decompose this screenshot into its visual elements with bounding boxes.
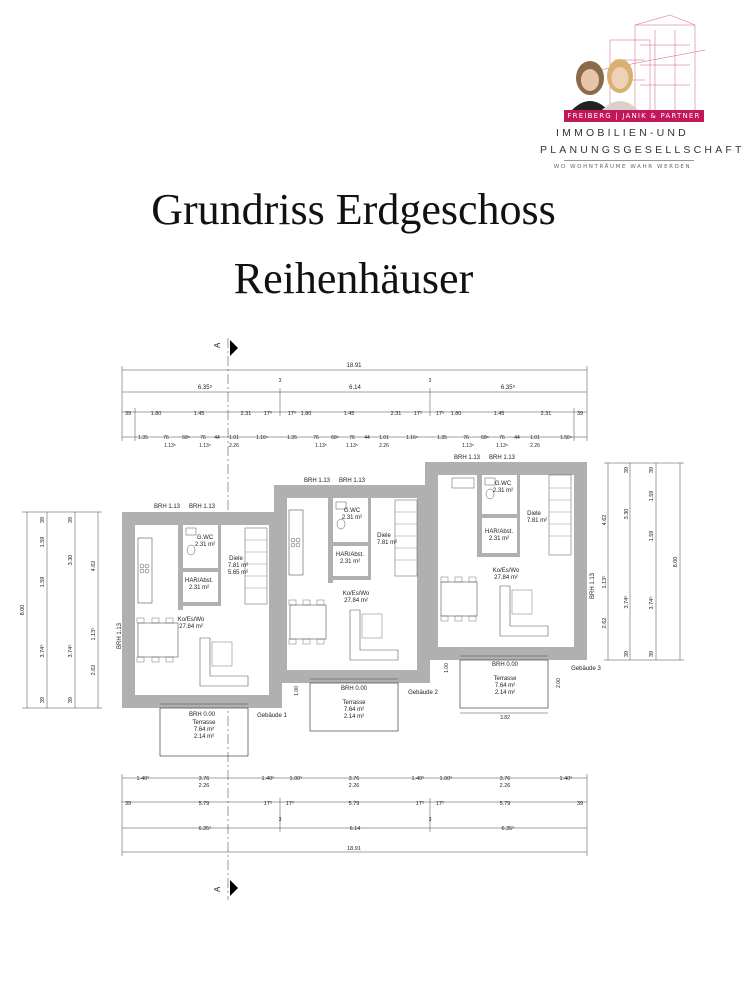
dim-top-r3b: 2.26 (379, 443, 389, 449)
dim-bottom-r1: 1.40⁵ (136, 776, 150, 782)
dim-bottom-r2: 5.79 (348, 801, 360, 807)
dim-top-r2: 17⁵ (263, 411, 273, 417)
dim-right-b: 3.30 (624, 508, 630, 520)
dim-left-b: 39 (68, 516, 74, 524)
right-dimension-lines (604, 463, 684, 660)
dim-bottom-r1b: 2.26 (198, 783, 210, 789)
dim-right-a: 39 (649, 466, 655, 474)
dim-top-r1-a: 6.35⁵ (197, 385, 213, 391)
house2-building-label: Gebäude 2 (408, 690, 438, 696)
logo-line-1: IMMOBILIEN-UND (556, 127, 689, 139)
dim-small-3a: 3 (278, 378, 282, 384)
dim-bottom-r3: 6.35⁵ (198, 826, 212, 832)
dim-bottom-r1: 1.00⁵ (439, 776, 453, 782)
dim-bottom-r1b: 2.26 (348, 783, 360, 789)
house1-diele-label: Diele (229, 556, 243, 562)
house3-living-area: 27.84 m² (494, 575, 518, 581)
house2-wc-area: 2.31 m² (341, 515, 363, 521)
house1-living-label: Ko/Es/Wo (177, 617, 205, 623)
dim-top-r3: 44 (214, 435, 220, 441)
dim-left-a: 39 (40, 516, 46, 524)
dim-top-r2: 1.80 (450, 411, 462, 417)
dim-top-r1-c: 6.35⁵ (500, 385, 516, 391)
section-label-bottom: A (213, 886, 222, 892)
house1-wc-label: G.WC (196, 535, 214, 541)
dim-top-r3: 1.56⁵ (560, 435, 572, 441)
dim-top-r3: 76 (163, 435, 169, 441)
logo-divider (564, 160, 694, 161)
house2-living-area: 27.84 m² (344, 598, 368, 604)
dim-bottom-r3: 6.14 (349, 826, 361, 832)
dim-left-b: 39 (68, 696, 74, 704)
dim-small-3b: 3 (428, 378, 432, 384)
house3-wc-label: G.WC (494, 481, 512, 487)
dim-top-r1-b: 6.14 (349, 385, 361, 391)
house2-terrace-label: Terrasse (342, 700, 366, 706)
dim-top-r3: 1.35 (287, 435, 297, 441)
house2-diele-label: Diele (377, 533, 391, 539)
dim-top-r3: 1.01 (379, 435, 389, 441)
dim-top-r3b: 1.13⁵ (462, 443, 474, 449)
dim-left-b2: 3.74⁵ (40, 644, 46, 658)
dim-left-c: 1.13⁵ (91, 627, 97, 641)
house1-diele-area-2: 5.65 m² (227, 570, 249, 576)
house2-terrace-area-2: 2.14 m² (343, 714, 365, 720)
terrace-width-dim: 3.82 (500, 715, 510, 721)
logo-partner-bar: FREIBERG | JANIK & PARTNER (564, 110, 704, 122)
dim-top-r3: 68⁵ (182, 435, 190, 441)
dim-right-a: 1.59 (649, 490, 655, 502)
house3-terrace-area-2: 2.14 m² (494, 690, 516, 696)
dim-top-r2: 1.80 (150, 411, 162, 417)
page-subtitle: Reihenhäuser (233, 254, 474, 303)
house3-brh-bottom: BRH 0.00 (491, 662, 519, 668)
dim-right-a2: 3.74⁵ (649, 596, 655, 610)
floor-plan (0, 320, 707, 920)
dim-bottom-r2: 5.79 (499, 801, 511, 807)
dim-right-a: 39 (649, 650, 655, 658)
house1-har-label: HAR/Abst. (184, 578, 214, 584)
dim-top-r3b: 1.13⁵ (496, 443, 508, 449)
dim-left-b: 3.30 (68, 554, 74, 566)
house2-har-label: HAR/Abst. (335, 552, 365, 558)
dim-top-r3: 44 (514, 435, 520, 441)
dim-top-r3: 44 (364, 435, 370, 441)
house1-terrace-area: 7.64 m² (193, 727, 215, 733)
dim-bottom-r3: 6.35⁵ (501, 826, 515, 832)
dim-top-r3: 1.16⁵ (406, 435, 418, 441)
dim-top-r3b: 1.13⁵ (199, 443, 211, 449)
dim-bottom-r2: 39 (124, 801, 132, 807)
page-title: Grundriss Erdgeschoss (151, 185, 556, 234)
house1-brh: BRH 1.13 (153, 504, 181, 510)
dim-top-r3: 76 (200, 435, 206, 441)
house2-terrace-depth: 1.00 (294, 686, 300, 696)
dim-right-c: 4.62 (602, 514, 608, 526)
dim-bottom-r1: 1.40⁵ (261, 776, 275, 782)
dim-top-r2: 17⁵ (287, 411, 297, 417)
house2-har-area: 2.31 m² (339, 559, 361, 565)
dim-right-b: 39 (624, 466, 630, 474)
dim-top-r2: 2.31 (240, 411, 252, 417)
house1-terrace-label: Terrasse (192, 720, 216, 726)
house3-building-label: Gebäude 3 (571, 666, 601, 672)
house3-brh: BRH 1.13 (488, 455, 516, 461)
dim-top-r3b: 1.13⁵ (346, 443, 358, 449)
dim-bottom-r1: 1.40⁵ (559, 776, 573, 782)
house1-terrace-area-2: 2.14 m² (193, 734, 215, 740)
house3-brh: BRH 1.13 (453, 455, 481, 461)
dim-bottom-r2: 17⁵ (285, 801, 295, 807)
house3-brh-side: BRH 1.13 (590, 572, 596, 600)
house2-brh: BRH 1.13 (338, 478, 366, 484)
dim-bottom-r1: 1.00⁵ (289, 776, 303, 782)
house2-living-label: Ko/Es/Wo (342, 591, 370, 597)
dim-bottom-r2: 5.79 (198, 801, 210, 807)
dim-right-b: 3.74⁵ (624, 595, 630, 609)
house2-wc-label: G.WC (343, 508, 361, 514)
left-dimension-lines (22, 512, 102, 708)
dim-top-r3: 1.35 (138, 435, 148, 441)
logo-tagline: WO WOHNTRÄUME WAHR WERDEN (553, 164, 692, 170)
house2-terrace-area: 7.64 m² (343, 707, 365, 713)
dim-top-r2: 1.45 (193, 411, 205, 417)
house2-diele-area: 7.81 m² (376, 540, 398, 546)
dim-top-r3b: 1.13⁵ (164, 443, 176, 449)
dim-top-r2: 39 (576, 411, 584, 417)
dim-left-a: 1.59 (40, 576, 46, 588)
dim-top-r2: 1.45 (343, 411, 355, 417)
dim-small-3c: 3 (278, 817, 282, 823)
house3-living-label: Ko/Es/Wo (492, 568, 520, 574)
top-dimension-lines (122, 366, 587, 441)
house1-brh-side: BRH 1.13 (117, 622, 123, 650)
dim-top-r2: 39 (124, 411, 132, 417)
house1-wc-area: 2.31 m² (194, 542, 216, 548)
dim-top-r3: 1.35 (437, 435, 447, 441)
dim-top-r2: 1.45 (493, 411, 505, 417)
house1-building-label: Gebäude 1 (257, 713, 287, 719)
house1-diele-area: 7.81 m² (227, 563, 249, 569)
house3-terrace-label: Terrasse (493, 676, 517, 682)
section-label-top: A (213, 342, 222, 348)
dim-top-r3: 76 (463, 435, 469, 441)
house3-terrace-depth-b: 2.00 (556, 678, 562, 688)
dim-left-total: 8.00 (20, 604, 26, 616)
logo-line-2: PLANUNGSGESELLSCHAFT (540, 144, 745, 156)
dim-top-r2: 2.31 (540, 411, 552, 417)
dim-left-c: 2.62 (91, 664, 97, 676)
dim-top-r3: 68⁵ (481, 435, 489, 441)
dim-left-a: 1.59 (40, 536, 46, 548)
dim-small-3d: 3 (428, 817, 432, 823)
dim-right-c: 2.62 (602, 617, 608, 629)
dim-total-top: 18.91 (346, 363, 362, 369)
dim-top-r3: 1.01 (530, 435, 540, 441)
dim-top-r3: 1.16⁵ (256, 435, 268, 441)
house1-living-area: 27.84 m² (179, 624, 203, 630)
dim-top-r3: 76 (349, 435, 355, 441)
dim-top-r3b: 1.13⁵ (315, 443, 327, 449)
dim-top-r3b: 2.26 (530, 443, 540, 449)
dim-bottom-r2: 17⁵ (435, 801, 445, 807)
house2-brh: BRH 1.13 (303, 478, 331, 484)
portrait-photo (572, 59, 638, 110)
building-sketch-graphic (540, 10, 705, 120)
house1-har-area: 2.31 m² (188, 585, 210, 591)
house3-terrace-area: 7.64 m² (494, 683, 516, 689)
dim-top-r3: 76 (313, 435, 319, 441)
company-logo (540, 10, 745, 175)
house3-wc-area: 2.31 m² (492, 488, 514, 494)
dim-bottom-r1: 1.40⁵ (411, 776, 425, 782)
dim-bottom-r2: 17⁵ (263, 801, 273, 807)
dim-right-b: 39 (624, 650, 630, 658)
dim-right-c: 1.13⁵ (602, 575, 608, 589)
house1-brh: BRH 1.13 (188, 504, 216, 510)
dim-left-c: 4.62 (91, 560, 97, 572)
dim-top-r3: 1.01 (229, 435, 239, 441)
section-marker-bottom (213, 880, 238, 896)
house3-har-label: HAR/Abst. (484, 529, 514, 535)
dim-bottom-r2: 39 (576, 801, 584, 807)
house3-diele-area: 7.81 m² (526, 518, 548, 524)
dim-bottom-r1: 3.76 (499, 776, 511, 782)
dim-bottom-r1: 3.76 (348, 776, 360, 782)
dim-top-r3: 68⁵ (331, 435, 339, 441)
dim-bottom-r1b: 2.26 (499, 783, 511, 789)
dim-top-r2: 17⁵ (435, 411, 445, 417)
dim-total-bottom: 18.91 (347, 846, 361, 852)
house3-har-area: 2.31 m² (488, 536, 510, 542)
house2-brh-bottom: BRH 0.00 (340, 686, 368, 692)
dim-right-a: 1.59 (649, 530, 655, 542)
house3-terrace-depth-a: 1.00 (444, 663, 450, 673)
dim-left-b: 3.74⁵ (68, 644, 74, 658)
house3-diele-label: Diele (527, 511, 541, 517)
dim-top-r2: 2.31 (390, 411, 402, 417)
dim-top-r2: 17⁵ (413, 411, 423, 417)
dim-left-a: 39 (40, 696, 46, 704)
house1-brh-bottom: BRH 0.00 (188, 712, 216, 718)
dim-bottom-r1: 3.76 (198, 776, 210, 782)
dim-right-total: 8.00 (673, 556, 679, 568)
dim-bottom-r2: 17⁵ (415, 801, 425, 807)
dim-top-r2: 1.80 (300, 411, 312, 417)
dim-top-r3: 76 (499, 435, 505, 441)
dim-top-r3b: 2.26 (229, 443, 239, 449)
